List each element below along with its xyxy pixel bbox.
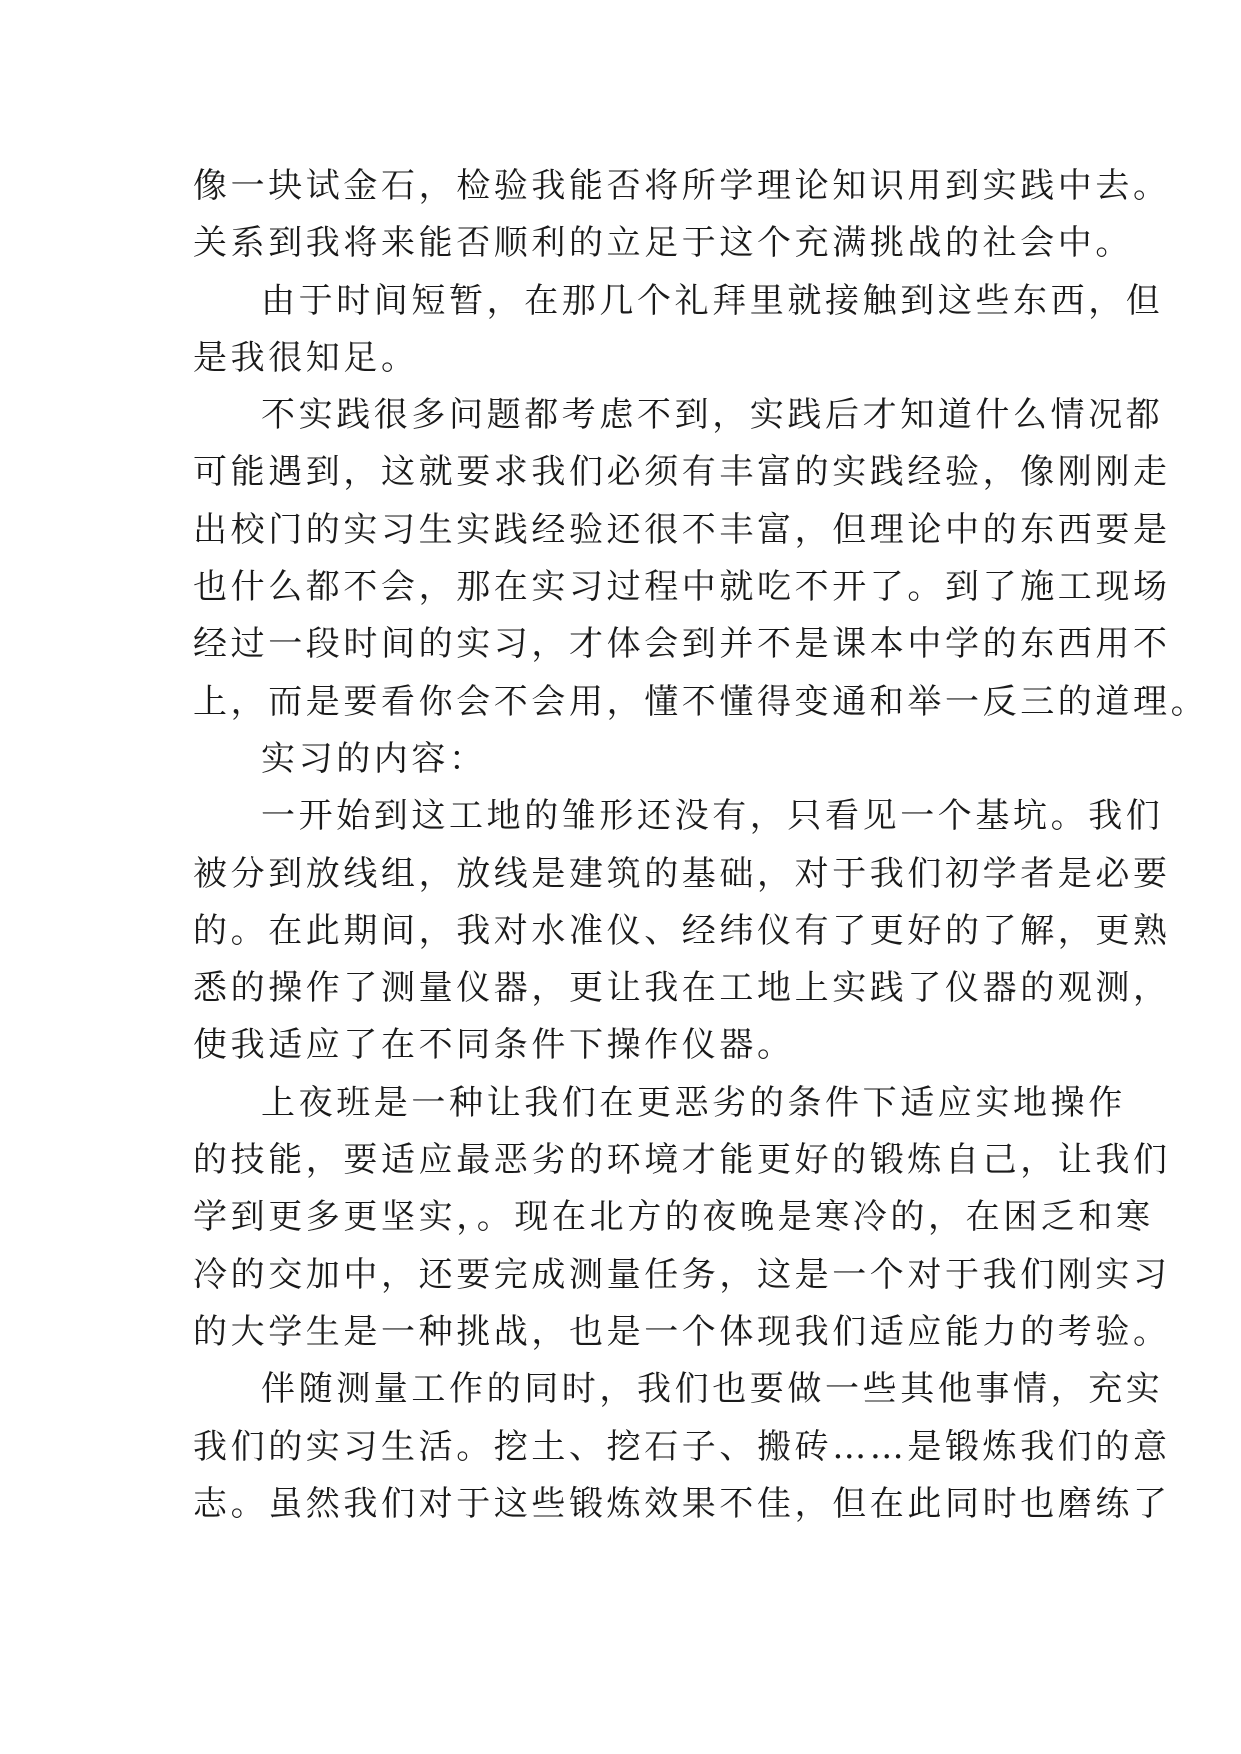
text-line: 的技能，要适应最恶劣的环境才能更好的锻炼自己，让我们 <box>193 1140 1171 1181</box>
text-line: 志。虽然我们对于这些锻炼效果不佳，但在此同时也磨练了 <box>193 1483 1171 1524</box>
text-line: 是我很知足。 <box>193 337 419 378</box>
text-line: 我们的实习生活。挖土、挖石子、搬砖……是锻炼我们的意 <box>193 1426 1171 1467</box>
text-line: 上夜班是一种让我们在更恶劣的条件下适应实地操作 <box>261 1082 1126 1123</box>
text-line: 冷的交加中，还要完成测量任务，这是一个对于我们刚实习 <box>193 1254 1171 1295</box>
text-line: 使我适应了在不同条件下操作仪器。 <box>193 1025 795 1066</box>
text-line: 伴随测量工作的同时，我们也要做一些其他事情，充实 <box>261 1369 1164 1410</box>
text-line: 被分到放线组，放线是建筑的基础，对于我们初学者是必要 <box>193 853 1171 894</box>
body-text <box>193 158 1209 1533</box>
text-line: 也什么都不会，那在实习过程中就吃不开了。到了施工现场 <box>193 567 1171 608</box>
text-line: 实习的内容： <box>261 738 487 779</box>
text-line: 的。在此期间，我对水准仪、经纬仪有了更好的了解，更熟 <box>193 910 1171 951</box>
text-line: 悉的操作了测量仪器，更让我在工地上实践了仪器的观测， <box>193 968 1171 1009</box>
text-line: 上，而是要看你会不会用，懂不懂得变通和举一反三的道理。 <box>193 681 1209 722</box>
text-line: 像一块试金石，检验我能否将所学理论知识用到实践中去。 <box>193 166 1171 206</box>
text-line: 关系到我将来能否顺利的立足于这个充满挑战的社会中。 <box>193 223 1133 264</box>
text-line: 一开始到这工地的雏形还没有，只看见一个基坑。我们 <box>261 796 1164 837</box>
text-line: 的大学生是一种挑战，也是一个体现我们适应能力的考验。 <box>193 1311 1171 1352</box>
text-line: 经过一段时间的实习，才体会到并不是课本中学的东西用不 <box>193 624 1171 665</box>
text-line: 由于时间短暂，在那几个礼拜里就接触到这些东西，但 <box>261 280 1164 321</box>
text-line: 学到更多更坚实，。现在北方的夜晚是寒冷的，在困乏和寒 <box>193 1197 1154 1238</box>
text-line: 出校门的实习生实践经验还很不丰富，但理论中的东西要是 <box>193 509 1171 550</box>
text-line: 可能遇到，这就要求我们必须有丰富的实践经验，像刚刚走 <box>193 452 1171 493</box>
text-line: 不实践很多问题都考虑不到，实践后才知道什么情况都 <box>261 395 1164 436</box>
